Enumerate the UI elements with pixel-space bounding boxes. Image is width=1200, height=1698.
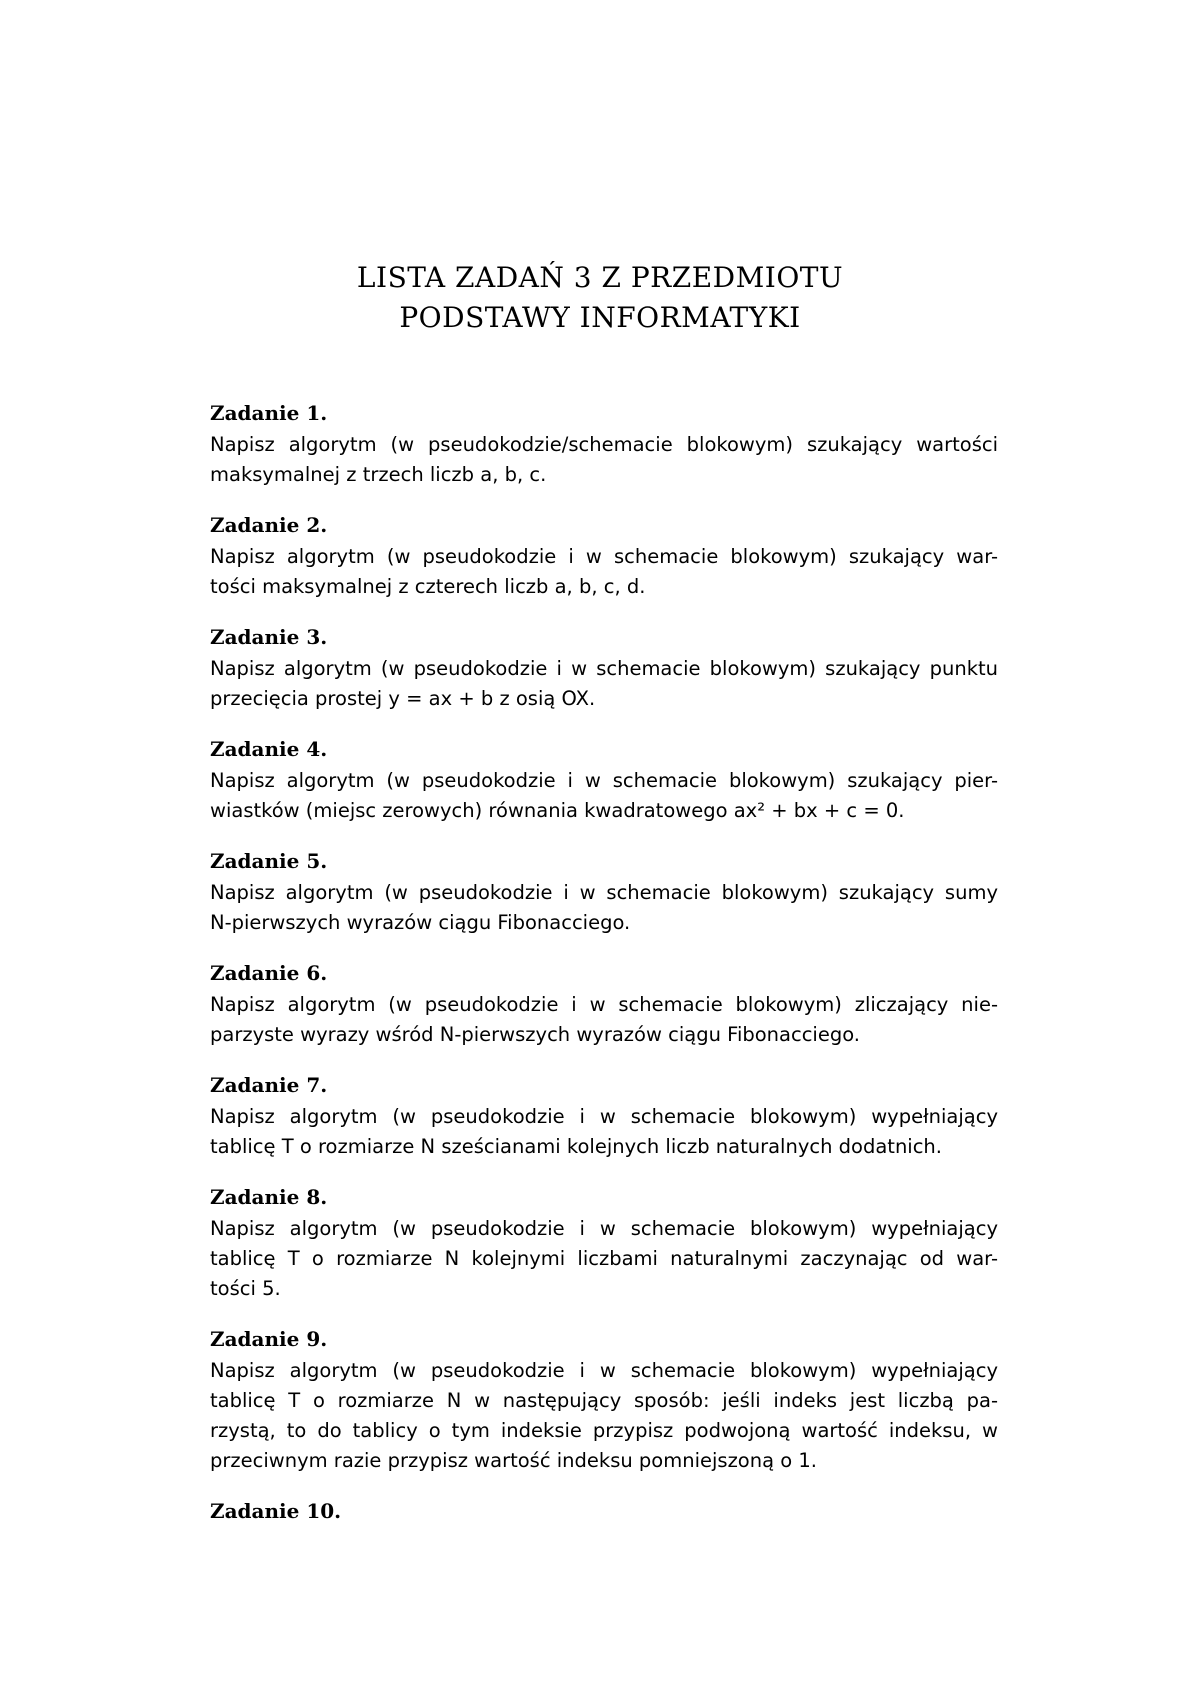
task-description-line: rzystą, to do tablicy o tym indeksie przypisz podwojoną wartość indeksu, w — [210, 1419, 998, 1442]
task-item — [210, 1072, 998, 1162]
task-description-line: N-pierwszych wyrazów ciągu Fibonacciego. — [210, 911, 631, 934]
task-heading: Zadanie 8. — [210, 1185, 328, 1209]
task-item — [210, 1326, 998, 1476]
task-description-line: Napisz algorytm (w pseudokodzie i w schemacie blokowym) zliczający nie- — [210, 993, 998, 1016]
task-description-line: tablicę T o rozmiarze N kolejnymi liczbami naturalnymi zaczynając od war- — [210, 1247, 998, 1270]
page-title-line-2: PODSTAWY INFORMATYKI — [399, 301, 801, 334]
task-description-line: Napisz algorytm (w pseudokodzie i w schemacie blokowym) szukający sumy — [210, 881, 998, 904]
task-heading: Zadanie 3. — [210, 625, 328, 649]
task-item — [210, 624, 998, 714]
task-description-line: Napisz algorytm (w pseudokodzie i w schemacie blokowym) wypełniający — [210, 1105, 998, 1128]
task-heading: Zadanie 6. — [210, 961, 328, 985]
task-description-line: wiastków (miejsc zerowych) równania kwadratowego ax² + bx + c = 0. — [210, 799, 905, 822]
task-description-line: przeciwnym razie przypisz wartość indeksu pomniejszoną o 1. — [210, 1449, 817, 1472]
task-description — [210, 1356, 998, 1476]
task-description-line: Napisz algorytm (w pseudokodzie i w schemacie blokowym) szukający punktu — [210, 657, 998, 680]
task-heading: Zadanie 4. — [210, 737, 328, 761]
task-item — [210, 960, 998, 1050]
task-description-line: Napisz algorytm (w pseudokodzie i w schemacie blokowym) wypełniający — [210, 1217, 998, 1240]
task-description-line: maksymalnej z trzech liczb a, b, c. — [210, 463, 547, 486]
task-description — [210, 1102, 998, 1162]
task-item — [210, 736, 998, 826]
task-description-line: tablicę T o rozmiarze N sześcianami kolejnych liczb naturalnych dodatnich. — [210, 1135, 942, 1158]
task-heading: Zadanie 5. — [210, 849, 328, 873]
task-item — [210, 512, 998, 602]
task-heading: Zadanie 7. — [210, 1073, 328, 1097]
page-title-line-1: LISTA ZADAŃ 3 Z PRZEDMIOTU — [356, 261, 844, 294]
task-description — [210, 430, 998, 490]
task-description-line: Napisz algorytm (w pseudokodzie/schemacie blokowym) szukający wartości — [210, 433, 998, 456]
task-description — [210, 878, 998, 938]
task-description-line: przecięcia prostej y = ax + b z osią OX. — [210, 687, 596, 710]
task-item — [210, 848, 998, 938]
task-description — [210, 766, 998, 826]
task-description-line: Napisz algorytm (w pseudokodzie i w schemacie blokowym) wypełniający — [210, 1359, 998, 1382]
task-heading: Zadanie 10. — [210, 1499, 342, 1523]
task-item — [210, 1184, 998, 1304]
task-heading: Zadanie 9. — [210, 1327, 328, 1351]
task-description-line: Napisz algorytm (w pseudokodzie i w schemacie blokowym) szukający pier- — [210, 769, 998, 792]
task-heading: Zadanie 1. — [210, 401, 328, 425]
task-description — [210, 1214, 998, 1304]
task-description — [210, 542, 998, 602]
task-item — [210, 400, 998, 490]
task-description-line: tablicę T o rozmiarze N w następujący sposób: jeśli indeks jest liczbą pa- — [210, 1389, 998, 1412]
task-description-line: tości maksymalnej z czterech liczb a, b, c, d. — [210, 575, 646, 598]
task-description-line: Napisz algorytm (w pseudokodzie i w schemacie blokowym) szukający war- — [210, 545, 998, 568]
task-description-line: tości 5. — [210, 1277, 281, 1300]
task-description — [210, 654, 998, 714]
task-description-line: parzyste wyrazy wśród N-pierwszych wyrazów ciągu Fibonacciego. — [210, 1023, 860, 1046]
page-title — [0, 258, 1200, 338]
task-item — [210, 1498, 998, 1524]
task-list — [210, 400, 998, 1546]
task-description — [210, 990, 998, 1050]
task-heading: Zadanie 2. — [210, 513, 328, 537]
